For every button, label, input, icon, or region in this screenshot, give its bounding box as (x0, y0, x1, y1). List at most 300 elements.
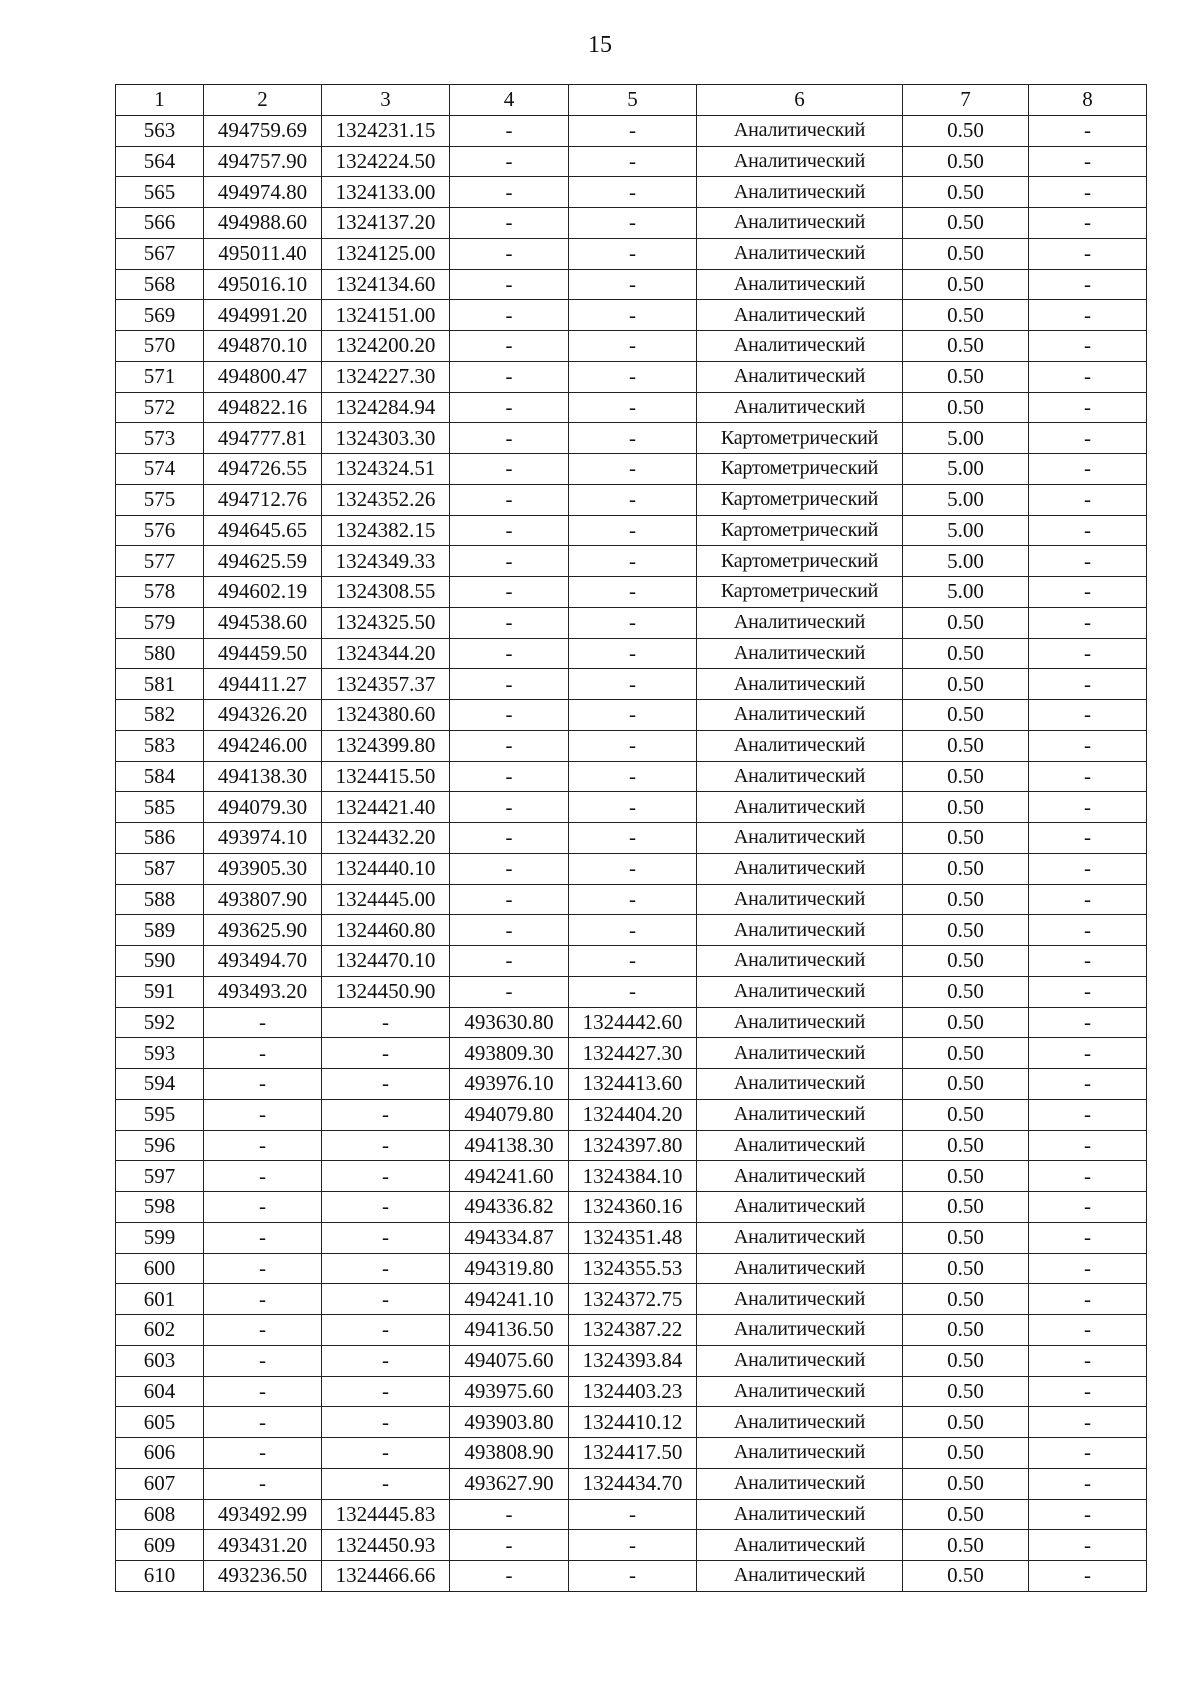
cell-note: - (1029, 515, 1147, 546)
cell-x-coordinate: 494138.30 (204, 761, 322, 792)
cell-x-coordinate: 493905.30 (204, 853, 322, 884)
cell-y-coordinate-new: 1324387.22 (569, 1315, 697, 1346)
cell-method: Аналитический (697, 1284, 903, 1315)
cell-point-number: 564 (116, 146, 204, 177)
cell-x-coordinate: - (204, 1345, 322, 1376)
table-row (116, 577, 1147, 608)
cell-accuracy: 0.50 (903, 1468, 1029, 1499)
table-row (116, 454, 1147, 485)
cell-x-coordinate-new: - (450, 1561, 569, 1592)
cell-y-coordinate: 1324440.10 (322, 853, 450, 884)
cell-accuracy: 0.50 (903, 1315, 1029, 1346)
cell-y-coordinate: 1324445.00 (322, 884, 450, 915)
cell-accuracy: 0.50 (903, 700, 1029, 731)
cell-y-coordinate-new: 1324403.23 (569, 1376, 697, 1407)
cell-accuracy: 5.00 (903, 454, 1029, 485)
cell-method: Аналитический (697, 392, 903, 423)
cell-method: Аналитический (697, 146, 903, 177)
cell-y-coordinate: - (322, 1345, 450, 1376)
cell-x-coordinate: 494602.19 (204, 577, 322, 608)
cell-y-coordinate-new: 1324404.20 (569, 1099, 697, 1130)
cell-note: - (1029, 423, 1147, 454)
table-row (116, 1038, 1147, 1069)
cell-note: - (1029, 638, 1147, 669)
table-row (116, 1407, 1147, 1438)
cell-point-number: 602 (116, 1315, 204, 1346)
cell-point-number: 603 (116, 1345, 204, 1376)
cell-note: - (1029, 1530, 1147, 1561)
table-row (116, 1192, 1147, 1223)
cell-y-coordinate: 1324284.94 (322, 392, 450, 423)
cell-accuracy: 0.50 (903, 638, 1029, 669)
cell-note: - (1029, 1253, 1147, 1284)
cell-note: - (1029, 1161, 1147, 1192)
cell-note: - (1029, 1407, 1147, 1438)
cell-y-coordinate: 1324125.00 (322, 238, 450, 269)
cell-point-number: 577 (116, 546, 204, 577)
cell-point-number: 583 (116, 730, 204, 761)
cell-method: Картометрический (697, 515, 903, 546)
cell-accuracy: 0.50 (903, 361, 1029, 392)
table-row (116, 331, 1147, 362)
cell-x-coordinate: - (204, 1253, 322, 1284)
cell-point-number: 566 (116, 208, 204, 239)
cell-note: - (1029, 792, 1147, 823)
cell-x-coordinate-new: - (450, 915, 569, 946)
cell-y-coordinate: - (322, 1438, 450, 1469)
table-row (116, 607, 1147, 638)
table-row (116, 177, 1147, 208)
cell-accuracy: 0.50 (903, 177, 1029, 208)
cell-x-coordinate: - (204, 1376, 322, 1407)
table-header (116, 85, 1147, 116)
cell-x-coordinate-new: - (450, 454, 569, 485)
cell-y-coordinate-new: - (569, 1561, 697, 1592)
cell-y-coordinate-new: - (569, 884, 697, 915)
cell-note: - (1029, 1468, 1147, 1499)
table-row (116, 792, 1147, 823)
cell-note: - (1029, 1099, 1147, 1130)
table-row (116, 700, 1147, 731)
cell-point-number: 596 (116, 1130, 204, 1161)
cell-note: - (1029, 1315, 1147, 1346)
cell-x-coordinate-new: 494079.80 (450, 1099, 569, 1130)
table-row (116, 884, 1147, 915)
cell-note: - (1029, 361, 1147, 392)
table-row (116, 853, 1147, 884)
cell-accuracy: 5.00 (903, 546, 1029, 577)
cell-method: Аналитический (697, 1561, 903, 1592)
table-row (116, 361, 1147, 392)
cell-method: Аналитический (697, 638, 903, 669)
cell-note: - (1029, 1192, 1147, 1223)
cell-x-coordinate: - (204, 1438, 322, 1469)
cell-accuracy: 0.50 (903, 823, 1029, 854)
cell-note: - (1029, 761, 1147, 792)
cell-method: Картометрический (697, 546, 903, 577)
cell-x-coordinate-new: - (450, 361, 569, 392)
cell-accuracy: 0.50 (903, 331, 1029, 362)
table-row (116, 669, 1147, 700)
cell-note: - (1029, 946, 1147, 977)
cell-y-coordinate: - (322, 1130, 450, 1161)
cell-method: Аналитический (697, 1345, 903, 1376)
cell-x-coordinate-new: - (450, 669, 569, 700)
cell-accuracy: 0.50 (903, 1222, 1029, 1253)
column-header-1: 1 (116, 85, 204, 116)
cell-method: Аналитический (697, 761, 903, 792)
cell-x-coordinate: - (204, 1069, 322, 1100)
cell-x-coordinate: - (204, 1130, 322, 1161)
cell-x-coordinate: - (204, 1284, 322, 1315)
cell-point-number: 572 (116, 392, 204, 423)
table-row (116, 1376, 1147, 1407)
cell-x-coordinate: - (204, 1468, 322, 1499)
cell-note: - (1029, 208, 1147, 239)
cell-accuracy: 5.00 (903, 515, 1029, 546)
cell-y-coordinate-new: - (569, 669, 697, 700)
cell-note: - (1029, 1007, 1147, 1038)
cell-method: Картометрический (697, 423, 903, 454)
cell-y-coordinate: - (322, 1222, 450, 1253)
cell-x-coordinate-new: - (450, 1530, 569, 1561)
table-row (116, 238, 1147, 269)
table-row (116, 1130, 1147, 1161)
cell-note: - (1029, 884, 1147, 915)
cell-method: Аналитический (697, 792, 903, 823)
cell-note: - (1029, 115, 1147, 146)
cell-y-coordinate-new: 1324393.84 (569, 1345, 697, 1376)
cell-y-coordinate: 1324352.26 (322, 484, 450, 515)
cell-x-coordinate: 494991.20 (204, 300, 322, 331)
cell-accuracy: 0.50 (903, 1099, 1029, 1130)
cell-y-coordinate-new: - (569, 638, 697, 669)
cell-point-number: 599 (116, 1222, 204, 1253)
cell-point-number: 609 (116, 1530, 204, 1561)
cell-method: Аналитический (697, 1192, 903, 1223)
table-row (116, 300, 1147, 331)
cell-note: - (1029, 976, 1147, 1007)
cell-x-coordinate: - (204, 1315, 322, 1346)
cell-y-coordinate-new: - (569, 269, 697, 300)
cell-accuracy: 0.50 (903, 269, 1029, 300)
cell-accuracy: 0.50 (903, 208, 1029, 239)
cell-y-coordinate-new: - (569, 915, 697, 946)
column-header-3: 3 (322, 85, 450, 116)
table-row (116, 1069, 1147, 1100)
table-row (116, 1161, 1147, 1192)
column-header-5: 5 (569, 85, 697, 116)
cell-method: Аналитический (697, 1130, 903, 1161)
cell-x-coordinate: 493625.90 (204, 915, 322, 946)
cell-x-coordinate-new: 494336.82 (450, 1192, 569, 1223)
cell-x-coordinate-new: 494241.60 (450, 1161, 569, 1192)
cell-x-coordinate: 493494.70 (204, 946, 322, 977)
cell-accuracy: 0.50 (903, 669, 1029, 700)
column-header-8: 8 (1029, 85, 1147, 116)
cell-accuracy: 5.00 (903, 484, 1029, 515)
cell-point-number: 588 (116, 884, 204, 915)
table-row (116, 1284, 1147, 1315)
cell-x-coordinate: 494459.50 (204, 638, 322, 669)
cell-x-coordinate-new: - (450, 792, 569, 823)
cell-y-coordinate-new: - (569, 577, 697, 608)
cell-y-coordinate-new: - (569, 423, 697, 454)
cell-y-coordinate-new: - (569, 484, 697, 515)
cell-method: Аналитический (697, 1438, 903, 1469)
cell-note: - (1029, 269, 1147, 300)
cell-x-coordinate-new: - (450, 423, 569, 454)
cell-y-coordinate: 1324399.80 (322, 730, 450, 761)
cell-x-coordinate-new: 494075.60 (450, 1345, 569, 1376)
table-row (116, 484, 1147, 515)
cell-y-coordinate: - (322, 1161, 450, 1192)
cell-y-coordinate-new: - (569, 946, 697, 977)
cell-x-coordinate-new: 494136.50 (450, 1315, 569, 1346)
cell-point-number: 571 (116, 361, 204, 392)
cell-accuracy: 0.50 (903, 761, 1029, 792)
cell-point-number: 578 (116, 577, 204, 608)
column-header-7: 7 (903, 85, 1029, 116)
cell-point-number: 582 (116, 700, 204, 731)
cell-point-number: 592 (116, 1007, 204, 1038)
cell-accuracy: 0.50 (903, 946, 1029, 977)
cell-x-coordinate-new: - (450, 761, 569, 792)
cell-y-coordinate-new: 1324355.53 (569, 1253, 697, 1284)
cell-accuracy: 0.50 (903, 1130, 1029, 1161)
cell-x-coordinate-new: 494241.10 (450, 1284, 569, 1315)
cell-x-coordinate: 494777.81 (204, 423, 322, 454)
cell-y-coordinate: 1324151.00 (322, 300, 450, 331)
cell-x-coordinate: 494759.69 (204, 115, 322, 146)
cell-x-coordinate-new: - (450, 146, 569, 177)
cell-y-coordinate-new: 1324417.50 (569, 1438, 697, 1469)
cell-method: Аналитический (697, 269, 903, 300)
cell-point-number: 584 (116, 761, 204, 792)
cell-method: Картометрический (697, 484, 903, 515)
cell-accuracy: 0.50 (903, 1407, 1029, 1438)
cell-method: Картометрический (697, 577, 903, 608)
cell-y-coordinate: 1324325.50 (322, 607, 450, 638)
cell-y-coordinate-new: 1324397.80 (569, 1130, 697, 1161)
cell-x-coordinate: 493807.90 (204, 884, 322, 915)
cell-method: Аналитический (697, 730, 903, 761)
cell-x-coordinate-new: - (450, 177, 569, 208)
cell-method: Аналитический (697, 1038, 903, 1069)
cell-y-coordinate-new: - (569, 546, 697, 577)
cell-y-coordinate-new: - (569, 607, 697, 638)
cell-accuracy: 0.50 (903, 1161, 1029, 1192)
cell-x-coordinate-new: - (450, 515, 569, 546)
cell-y-coordinate: 1324460.80 (322, 915, 450, 946)
cell-note: - (1029, 392, 1147, 423)
cell-y-coordinate: 1324466.66 (322, 1561, 450, 1592)
cell-accuracy: 0.50 (903, 853, 1029, 884)
cell-y-coordinate-new: - (569, 146, 697, 177)
cell-accuracy: 0.50 (903, 1530, 1029, 1561)
cell-note: - (1029, 1130, 1147, 1161)
cell-note: - (1029, 823, 1147, 854)
cell-y-coordinate-new: 1324413.60 (569, 1069, 697, 1100)
cell-method: Аналитический (697, 700, 903, 731)
cell-method: Аналитический (697, 1222, 903, 1253)
cell-y-coordinate-new: 1324410.12 (569, 1407, 697, 1438)
cell-point-number: 597 (116, 1161, 204, 1192)
cell-y-coordinate: - (322, 1284, 450, 1315)
cell-x-coordinate: 494974.80 (204, 177, 322, 208)
cell-point-number: 581 (116, 669, 204, 700)
cell-y-coordinate: 1324324.51 (322, 454, 450, 485)
cell-point-number: 569 (116, 300, 204, 331)
cell-method: Аналитический (697, 177, 903, 208)
cell-y-coordinate-new: 1324384.10 (569, 1161, 697, 1192)
cell-y-coordinate: - (322, 1468, 450, 1499)
table-row (116, 1222, 1147, 1253)
cell-x-coordinate-new: - (450, 853, 569, 884)
cell-x-coordinate-new: - (450, 946, 569, 977)
cell-point-number: 606 (116, 1438, 204, 1469)
cell-accuracy: 0.50 (903, 884, 1029, 915)
cell-x-coordinate: 494625.59 (204, 546, 322, 577)
cell-method: Аналитический (697, 1007, 903, 1038)
cell-x-coordinate: 494645.65 (204, 515, 322, 546)
cell-accuracy: 5.00 (903, 577, 1029, 608)
cell-x-coordinate: 494079.30 (204, 792, 322, 823)
cell-x-coordinate-new: 494319.80 (450, 1253, 569, 1284)
cell-accuracy: 0.50 (903, 730, 1029, 761)
cell-accuracy: 0.50 (903, 300, 1029, 331)
cell-y-coordinate: 1324382.15 (322, 515, 450, 546)
table-row (116, 1007, 1147, 1038)
cell-x-coordinate: 493492.99 (204, 1499, 322, 1530)
cell-x-coordinate: - (204, 1192, 322, 1223)
cell-point-number: 600 (116, 1253, 204, 1284)
cell-x-coordinate: 493431.20 (204, 1530, 322, 1561)
column-header-4: 4 (450, 85, 569, 116)
cell-note: - (1029, 238, 1147, 269)
cell-x-coordinate-new: - (450, 115, 569, 146)
cell-y-coordinate: 1324470.10 (322, 946, 450, 977)
cell-x-coordinate-new: 493976.10 (450, 1069, 569, 1100)
cell-y-coordinate-new: - (569, 454, 697, 485)
cell-method: Аналитический (697, 1099, 903, 1130)
cell-x-coordinate-new: - (450, 700, 569, 731)
page-number: 15 (588, 32, 612, 58)
cell-x-coordinate: 494326.20 (204, 700, 322, 731)
cell-point-number: 565 (116, 177, 204, 208)
cell-x-coordinate-new: 493809.30 (450, 1038, 569, 1069)
cell-method: Аналитический (697, 1253, 903, 1284)
cell-point-number: 576 (116, 515, 204, 546)
cell-x-coordinate-new: 493975.60 (450, 1376, 569, 1407)
table-row (116, 1253, 1147, 1284)
cell-accuracy: 0.50 (903, 1192, 1029, 1223)
cell-note: - (1029, 1499, 1147, 1530)
cell-y-coordinate: 1324303.30 (322, 423, 450, 454)
coordinates-table (115, 84, 1147, 1592)
cell-x-coordinate-new: - (450, 546, 569, 577)
cell-point-number: 593 (116, 1038, 204, 1069)
cell-method: Картометрический (697, 454, 903, 485)
cell-x-coordinate-new: - (450, 238, 569, 269)
cell-note: - (1029, 1561, 1147, 1592)
cell-point-number: 589 (116, 915, 204, 946)
cell-y-coordinate-new: - (569, 177, 697, 208)
cell-method: Аналитический (697, 300, 903, 331)
cell-x-coordinate-new: - (450, 577, 569, 608)
table-row (116, 208, 1147, 239)
cell-note: - (1029, 454, 1147, 485)
cell-y-coordinate-new: - (569, 1499, 697, 1530)
cell-point-number: 605 (116, 1407, 204, 1438)
cell-y-coordinate: 1324133.00 (322, 177, 450, 208)
cell-x-coordinate-new: - (450, 638, 569, 669)
cell-method: Аналитический (697, 669, 903, 700)
cell-y-coordinate-new: - (569, 853, 697, 884)
table-row (116, 1099, 1147, 1130)
cell-y-coordinate-new: - (569, 361, 697, 392)
cell-accuracy: 0.50 (903, 915, 1029, 946)
cell-y-coordinate-new: - (569, 700, 697, 731)
cell-point-number: 563 (116, 115, 204, 146)
cell-accuracy: 5.00 (903, 423, 1029, 454)
cell-method: Аналитический (697, 976, 903, 1007)
table-row (116, 946, 1147, 977)
table-row (116, 1561, 1147, 1592)
table-row (116, 638, 1147, 669)
cell-accuracy: 0.50 (903, 1561, 1029, 1592)
cell-accuracy: 0.50 (903, 607, 1029, 638)
cell-y-coordinate: 1324450.90 (322, 976, 450, 1007)
cell-x-coordinate: 494538.60 (204, 607, 322, 638)
cell-method: Аналитический (697, 1499, 903, 1530)
cell-x-coordinate-new: 494138.30 (450, 1130, 569, 1161)
cell-x-coordinate: - (204, 1099, 322, 1130)
cell-x-coordinate-new: - (450, 976, 569, 1007)
cell-point-number: 607 (116, 1468, 204, 1499)
cell-point-number: 586 (116, 823, 204, 854)
cell-x-coordinate-new: - (450, 730, 569, 761)
table-row (116, 146, 1147, 177)
cell-x-coordinate: 494757.90 (204, 146, 322, 177)
cell-accuracy: 0.50 (903, 115, 1029, 146)
cell-y-coordinate-new: 1324427.30 (569, 1038, 697, 1069)
cell-method: Аналитический (697, 1315, 903, 1346)
cell-method: Аналитический (697, 853, 903, 884)
cell-accuracy: 0.50 (903, 1499, 1029, 1530)
cell-y-coordinate-new: 1324434.70 (569, 1468, 697, 1499)
cell-y-coordinate: - (322, 1038, 450, 1069)
cell-accuracy: 0.50 (903, 792, 1029, 823)
table-body (116, 115, 1147, 1591)
cell-y-coordinate-new: 1324372.75 (569, 1284, 697, 1315)
cell-y-coordinate: 1324349.33 (322, 546, 450, 577)
cell-y-coordinate-new: - (569, 730, 697, 761)
table-row (116, 515, 1147, 546)
column-header-2: 2 (204, 85, 322, 116)
cell-x-coordinate: 494870.10 (204, 331, 322, 362)
cell-note: - (1029, 730, 1147, 761)
cell-y-coordinate-new: - (569, 761, 697, 792)
table-row (116, 423, 1147, 454)
cell-x-coordinate: 494988.60 (204, 208, 322, 239)
cell-y-coordinate: - (322, 1069, 450, 1100)
cell-method: Аналитический (697, 1468, 903, 1499)
cell-point-number: 590 (116, 946, 204, 977)
cell-note: - (1029, 300, 1147, 331)
cell-note: - (1029, 700, 1147, 731)
table-row (116, 1468, 1147, 1499)
